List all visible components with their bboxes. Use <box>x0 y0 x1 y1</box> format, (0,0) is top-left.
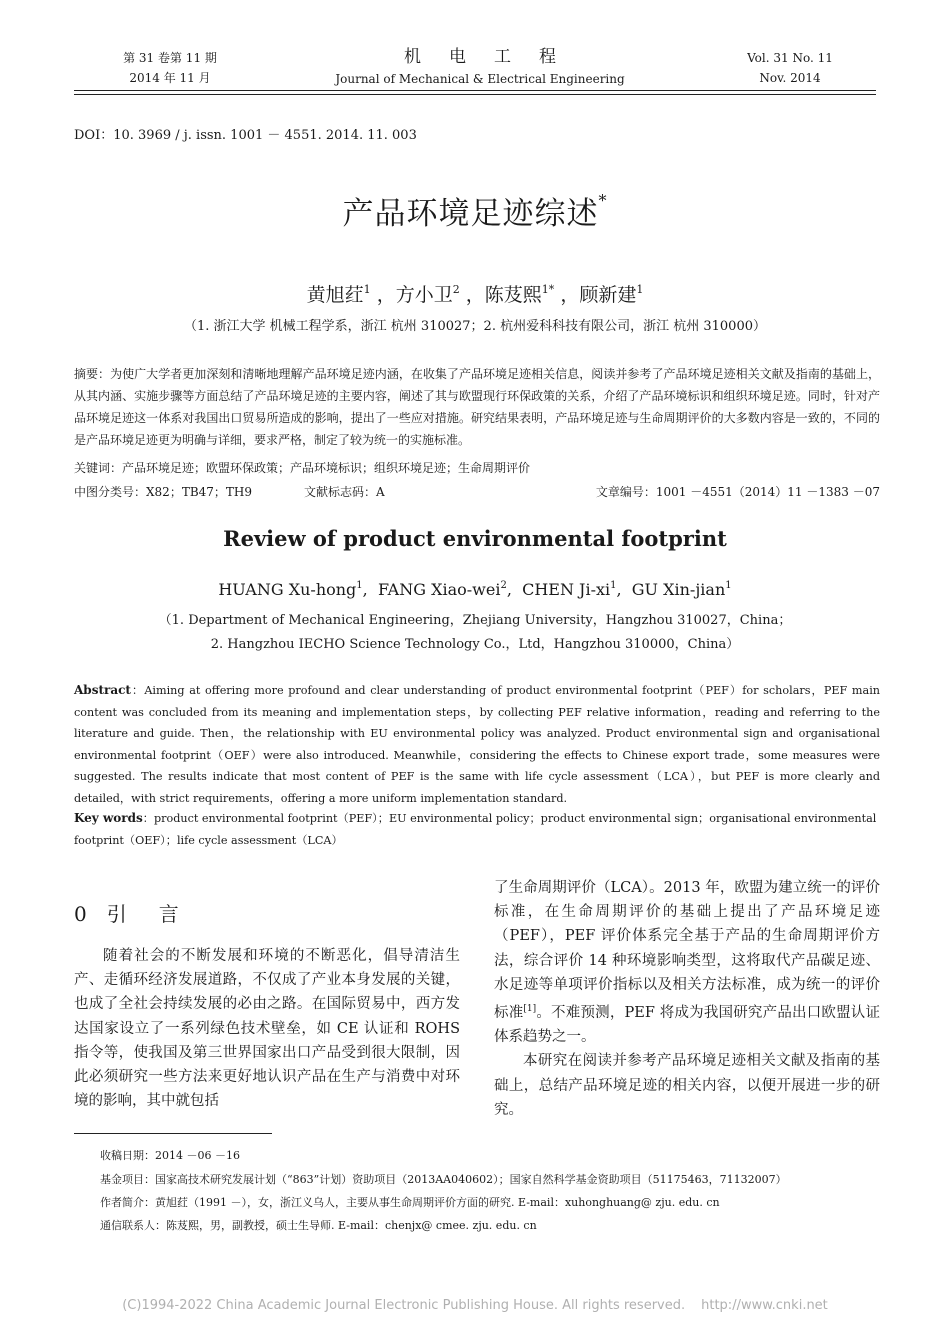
journal-header <box>330 46 630 88</box>
abstract-cn: 摘要：为使广大学者更加深刻和清晰地理解产品环境足迹内涵，在收集了产品环境足迹相关信息，阅读并参考了产品环境足迹相关文献及指南的基础上，从其内涵、实施步骤等方面总结了产品环境足迹的主要内容，阐述了其与欧盟现行环保政策的关系，介绍了产品环境标识和组织环境足迹。同时，针对产品环境足迹这一体系对我国出口贸易所造成的影响，提出了一些应对措施。研究结果表明，产品环境足迹与生命周期评价的大多数内容是一致的，不同的是产品环境足迹更为明确与详细，要求严格，制定了较为统一的实施标准。 <box>74 367 880 447</box>
footnote-author: 作者简介：黄旭荭（1991 －），女，浙江义乌人，主要从事生命周期评价方面的研究. E-mail：xuhonghuang@ zju. edu. cn <box>100 1196 720 1209</box>
body-paragraph-continued <box>494 876 880 1049</box>
title-cn-text: 产品环境足迹综述 <box>342 196 599 232</box>
author-en-3: CHEN Ji-xi <box>522 580 611 599</box>
keywords-cn: 关键词：产品环境足迹；欧盟环保政策；产品环境标识；组织环境足迹；生命周期评价 <box>74 461 531 475</box>
footnote-received: 收稿日期：2014 －06 －16 <box>100 1149 240 1162</box>
author-cn-4-sup: 1 <box>636 283 644 296</box>
header-volume-issue: 第 31 卷第 11 期 <box>123 51 217 65</box>
authors-cn <box>0 280 950 307</box>
authors-en: HUANG Xu-hong$^1$, FANG Xiao-wei$^2$, CHEN $Ji-xi^1$, GU Xin-jian$^1$ <box>218 580 732 599</box>
author-cn-3-sup: 1* <box>541 283 555 296</box>
citation-ref: [1] <box>523 1004 537 1015</box>
journal-name-en: Journal of Mechanical & Electrical Engineering <box>335 72 625 86</box>
copyright-text: (C)1994-2022 China Academic Journal Electronic Publishing House. All rights reserved. <box>122 1298 686 1313</box>
header-rule <box>74 90 876 91</box>
abstract-en-text: ：Aiming at offering more profound and clear understanding of product environmental footprint（PEF）for scholars，PEF main content was concluded from its meaning and implementation steps，by collecting PEF relative information，reading and referring to the literature and guide. Then，the relationship with EU environmental policy was analyzed. Product environmental sign and organisational environmental footprint（OEF）were also introduced. Meanwhile，considering the effects to Chinese export trade，some measures were suggested. The results indicate that most content of PEF is the same with life cycle assessment（LCA），but PEF is more clearly and detailed，with strict requirements，offering a more uniform implementation standard. <box>74 684 880 805</box>
author-en-3-sup: 1 <box>610 580 617 591</box>
title-en: Review of product environmental footprint <box>223 526 727 551</box>
affiliation-en-2: 2. Hangzhou IECHO Science Technology Co.，Ltd，Hangzhou 310000，China） <box>210 637 740 652</box>
footnote-rule <box>74 1133 272 1134</box>
copyright-line <box>0 1298 950 1313</box>
abstract-en <box>74 680 880 810</box>
author-en-1: HUANG Xu-hong <box>218 580 357 599</box>
body-column-right <box>494 876 880 1122</box>
body-column-left <box>74 944 460 1113</box>
affiliation-cn: （1. 浙江大学 机械工程学系，浙江 杭州 310027；2. 杭州爱科科技有限公司，浙江 杭州 310000） <box>184 319 766 334</box>
author-cn-1: 黄旭荭 <box>306 284 364 306</box>
header-date-cn: 2014 年 11 月 <box>129 71 211 85</box>
footnote-fund: 基金项目：国家高技术研究发展计划（“863”计划）资助项目（2013AA040602）；国家自然科学基金资助项目（51175463，71132007） <box>100 1173 787 1186</box>
journal-name-cn: 机电工程 <box>404 47 584 67</box>
header-volume-en <box>730 48 850 88</box>
title-fund-mark: * <box>598 191 608 210</box>
header-date-en: Nov. 2014 <box>759 71 821 85</box>
clc-number: 中图分类号：X82；TB47；TH9 <box>74 485 253 499</box>
author-sep: ， <box>560 284 580 306</box>
header-vol-no: Vol. 31 No. 11 <box>747 51 833 65</box>
body-text: 了生命周期评价（LCA）。2013 年，欧盟为建立统一的评价标准，在生命周期评价的基础上提出了产品环境足迹（PEF），PEF 评价体系完全基于产品的生命周期评价方法，综合评价 14 种环境影响类型，这将取代产品碳足迹、水足迹等单项评价指标以及相关方法标准，成为统一的评价标准 <box>494 880 880 1022</box>
author-sep: ， <box>465 284 485 306</box>
footnote-corresponding: 通信联系人：陈芨熙，男，副教授，硕士生导师. E-mail：chenjx@ cmee. zju. edu. cn <box>100 1219 537 1232</box>
author-sep: ， <box>376 284 396 306</box>
section-title: 引 言 <box>106 902 185 926</box>
doi: DOI：10. 3969 / j. issn. 1001 － 4551. 2014. 11. 003 <box>74 128 417 143</box>
body-text: 。不难预测，PEF 将成为我国研究产品出口欧盟认证体系趋势之一。 <box>494 1005 881 1046</box>
author-en-4: GU Xin-jian <box>631 580 726 599</box>
header-volume-cn <box>110 48 230 88</box>
copyright-url: http://www.cnki.net <box>701 1298 828 1313</box>
keywords-en-text: ：product environmental footprint（PEF）；EU environmental policy；product environmental sign；organisational environmental footprint（OEF）；life cycle assessment（LCA） <box>74 812 877 847</box>
author-cn-4: 顾新建 <box>579 284 637 306</box>
title-cn <box>0 188 950 233</box>
keywords-en <box>74 808 880 851</box>
affiliation-en-1: （1. Department of Mechanical Engineering，Zhejiang University，Hangzhou 310027，China； <box>158 613 792 628</box>
classification-row <box>74 483 880 503</box>
author-en-2-sup: 2 <box>500 580 507 591</box>
author-en-1-sup: 1 <box>356 580 363 591</box>
section-number: 0 <box>74 902 93 926</box>
author-cn-2-sup: 2 <box>452 283 460 296</box>
body-paragraph: 随着社会的不断发展和环境的不断恶化，倡导清洁生产、走循环经济发展道路，不仅成了产业本身发展的关键，也成了全社会持续发展的必由之路。在国际贸易中，西方发达国家设立了一系列绿色技术壁垒，如 CE 认证和 ROHS 指令等，使我国及第三世界国家出口产品受到很大限制，因此必须研究一些方法来更好地认识产品在生产与消费中对环境的影响，其中就包括 <box>74 948 460 1110</box>
abstract-en-label: Abstract <box>74 683 131 697</box>
header-rule-thin <box>74 94 876 95</box>
body-paragraph: 本研究在阅读并参考产品环境足迹相关文献及指南的基础上，总结产品环境足迹的相关内容，以便开展进一步的研究。 <box>494 1053 880 1118</box>
section-heading <box>74 898 185 927</box>
author-en-2: FANG Xiao-wei <box>377 580 501 599</box>
author-en-4-sup: 1 <box>725 580 732 591</box>
keywords-en-label: Key words <box>74 811 143 825</box>
author-cn-2: 方小卫 <box>395 284 453 306</box>
document-code: 文献标志码：A <box>304 485 385 499</box>
author-cn-1-sup: 1 <box>363 283 371 296</box>
article-number: 文章编号：1001 －4551（2014）11 －1383 －07 <box>595 485 880 499</box>
author-cn-3: 陈芨熙 <box>484 284 542 306</box>
